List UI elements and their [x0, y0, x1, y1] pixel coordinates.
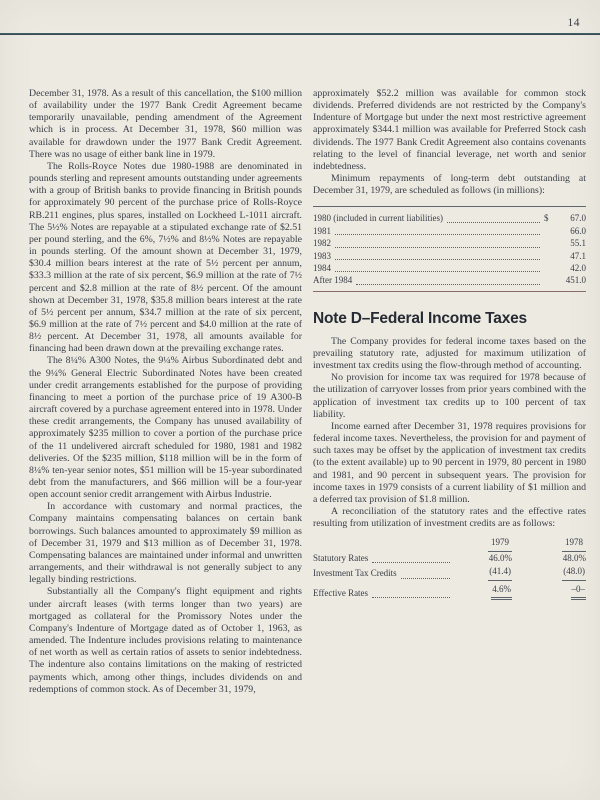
dot-leader — [335, 259, 540, 260]
row-label: Effective Rates — [313, 587, 369, 598]
page-number: 14 — [567, 17, 580, 29]
currency-sign: $ — [544, 213, 549, 224]
row-value: 67.0 — [570, 213, 586, 224]
row-value: 55.1 — [570, 238, 586, 249]
table-header-row — [313, 536, 586, 552]
row-label: 1982 — [313, 238, 331, 249]
paragraph-cancellation: December 31, 1978. As a result of this cancellation, the $100 million of availability under the 1977 Bank Credit Agreement became temporarily unavailable, pending amendment of the Agreement which is in process. At December 31, 1978, $60 million was available for drawdown under the 1977 Bank Credit Agreement. There was no usage of either bank line in 1979. — [29, 88, 302, 160]
dot-leader — [401, 578, 450, 579]
row-value: 66.0 — [570, 225, 586, 236]
dot-leader — [335, 271, 540, 272]
dot-leader — [372, 562, 450, 563]
table-row — [313, 225, 586, 237]
dot-leader — [372, 597, 450, 598]
table-row — [313, 262, 586, 274]
content-columns — [29, 88, 586, 696]
paragraph-compensating-balances: In accordance with customary and normal practices, the Company maintains compensating balances on certain bank borrowings. Such balances amounted to approximately $9 million as of December 31, 1979 and $13 million as of December 31, 1978. Compensating balances are maintained under informal and unwritten arrangements, and their withdrawal is not generally subject to any legally binding restrictions. — [29, 501, 302, 586]
row-label: 1981 — [313, 225, 331, 236]
paragraph-reconciliation-intro: A reconciliation of the statutory rates and the effective rates resulting from utilization of investment credits are as follows: — [313, 506, 586, 530]
paragraph-no-provision-1978: No provision for income tax was required for 1978 because of the utilization of carryover losses from prior years combined with the application of investment tax credits up to 100 percent of tax liability. — [313, 372, 586, 420]
dot-leader — [335, 234, 540, 235]
paragraph-rolls-royce-notes: The Rolls-Royce Notes due 1980-1988 are denominated in pounds sterling and represent amounts outstanding under agreements with a group of British banks to provide financing in British pounds for approximately 90 percent of the purchase price of Rolls-Royce RB.211 engines, plus spares, installed on Lockheed L-1011 aircraft. The 5½% Notes are repayable at a stipulated exchange rate of $2.51 per pound sterling, and the 6%, 7½% and 8½% Notes are repayable in pounds sterling. Of the amount shown at December 31, 1979, $30.4 million bears interest at the rate of 5½ percent per annum, $33.3 million at the rate of six percent, $6.9 million at the rate of 7½ percent and $2.8 million at the rate of 8½ percent. Of the amount shown at December 31, 1978, $35.8 million bears interest at the rate of 5½ percent per annum, $34.7 million at the rate of six percent, $6.9 million at the rate of 7½ percent and $4.0 million at the rate of 8½ percent. At December 31, 1978, all amounts available for financing had been drawn down at the prevailing exchange rates. — [29, 160, 302, 355]
row-value: 42.0 — [570, 263, 586, 274]
paragraph-dividends: approximately $52.2 million was available for common stock dividends. Preferred dividends are not restricted by the Company's Indenture of Mortgage but under the next most restrictive agreement approximately $344.1 million was available for Preferred Stock cash dividends. The 1977 Bank Credit Agreement also contains covenants relating to the level of financial leverage, net worth and senior indebtedness. — [313, 88, 586, 172]
dot-leader — [335, 247, 540, 248]
value-1978: 48.0% — [562, 552, 586, 563]
row-label: 1984 — [313, 263, 331, 274]
row-label: 1980 (included in current liabilities) — [313, 213, 443, 224]
value-1979: 46.0% — [488, 552, 512, 563]
row-value: 451.0 — [565, 275, 586, 286]
debt-repayment-table — [313, 206, 586, 291]
table-row-investment-credits — [313, 565, 586, 581]
row-label: After 1984 — [313, 275, 353, 286]
table-row — [313, 250, 586, 262]
paragraph-a300-notes: The 8¼% A300 Notes, the 9¼% Airbus Subordinated debt and the 9¼% General Electric Subordinated Notes have been created under credit arrangements established for the purpose of providing financing to meet a portion of the purchase price of 19 A300-B aircraft covered by a purchase agreement entered into in 1978. Under these credit arrangements, the Company has unused availability of approximately $235 million to cover a portion of the purchase price of the 11 undelivered aircraft scheduled for 1980, 1981 and 1982 deliveries. Of the $235 million, $118 million will be in the form of 8¼% ten-year senior notes, $51 million will be 15-year subordinated debt from the manufacturers, and $66 million will be a four-year open account senior credit arrangement with Airbus Industrie. — [29, 355, 302, 501]
left-column — [29, 88, 302, 696]
paragraph-income-after-1978: Income earned after December 31, 1978 requires provisions for federal income taxes. Nevertheless, the provision for and payment of such taxes may be offset by the application of investment tax credits (to the extent available) up to 90 percent in 1979, 80 percent in 1980 and 1981, and 90 percent in subsequent years. The provision for income taxes in 1979 consists of a current liability of $1 million and a deferred tax provision of $1.8 million. — [313, 420, 586, 505]
column-header-1978: 1978 — [512, 536, 586, 552]
dot-leader — [356, 284, 540, 285]
rates-reconciliation-table — [313, 536, 586, 600]
row-label: Statutory Rates — [313, 552, 369, 563]
right-column — [313, 88, 586, 696]
dot-leader — [447, 222, 540, 223]
row-label: Investment Tax Credits — [313, 568, 397, 579]
table-row-effective — [313, 583, 586, 601]
table-row-statutory — [313, 552, 586, 566]
paragraph-minimum-repayments: Minimum repayments of long-term debt outstanding at December 31, 1979, are scheduled as follows (in millions): — [313, 173, 586, 197]
header-rule — [0, 33, 600, 35]
note-d-heading: Note D–Federal Income Taxes — [313, 309, 527, 327]
row-value: 47.1 — [570, 250, 586, 261]
table-row — [313, 237, 586, 249]
value-1978: (48.0) — [562, 565, 586, 581]
table-row — [313, 212, 586, 224]
paragraph-flow-through: The Company provides for federal income taxes based on the prevailing statutory rate, adjusted for maximum utilization of investment tax credits using the flow-through method of accounting. — [313, 335, 586, 372]
column-header-1979: 1979 — [454, 536, 512, 552]
table-row — [313, 274, 586, 286]
paragraph-indenture-mortgage: Substantially all the Company's flight equipment and rights under aircraft leases (with terms longer than two years) are mortgaged as collateral for the Promissory Notes under the Company's Indenture of Mortgage dated as of October 1, 1963, as amended. The Indenture includes provisions relating to maintenance of net worth as well as certain ratios of assets to senior indebtedness. The indenture also contains limitations on the making of restricted payments which, among other things, includes dividends on and redemptions of common stock. As of December 31, 1979, — [29, 586, 302, 695]
value-1979: 4.6% — [491, 583, 512, 601]
value-1978: –0– — [571, 583, 587, 601]
row-label: 1983 — [313, 250, 331, 261]
value-1979: (41.4) — [488, 565, 512, 581]
